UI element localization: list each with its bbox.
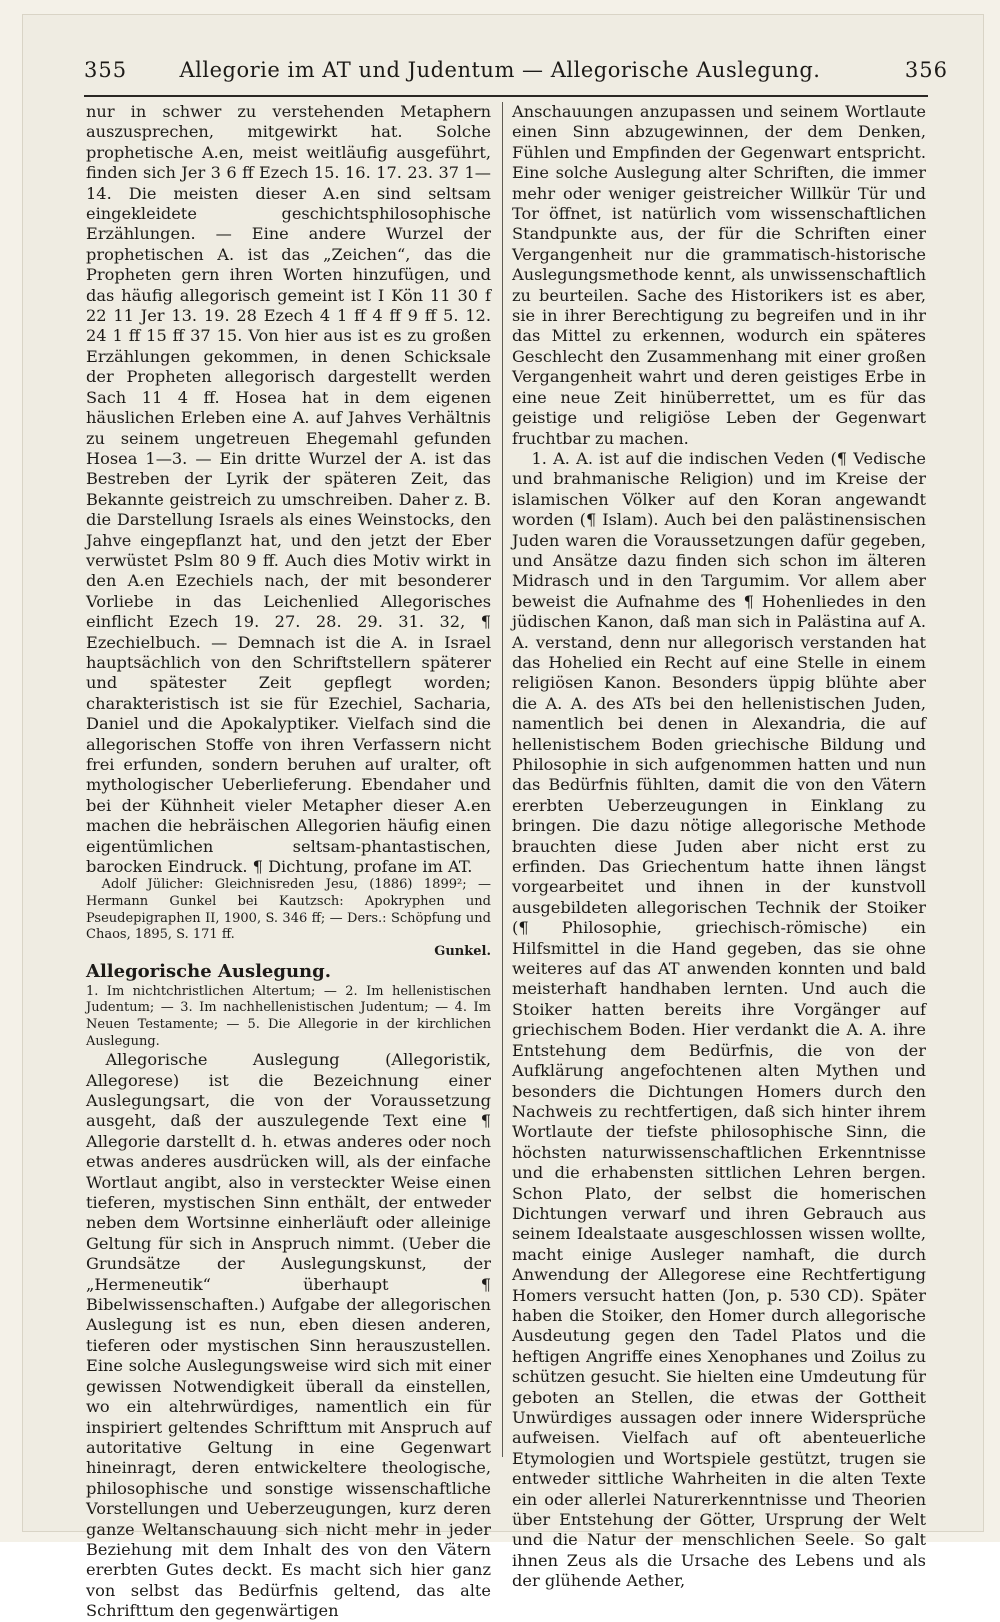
left-paragraph-1: nur in schwer zu verstehenden Metaphern auszusprechen, mitgewirkt hat. Solche prophetische A.en, meist weitläufig ausgeführt, finden sich Jer 3 6 ff Ezech 15. 16. 17. 23. 37 1—14. Die meisten dieser A.en sind seltsam eingekleidete geschichtsphilosophische Erzählungen. — Eine andere Wurzel der prophetischen A. ist das „Zeichen“, das die Propheten gern ihren Worten hinzufügen, und das häufig allegorisch gemeint ist I Kön 11 30 f 22 11 Jer 13. 19. 28 Ezech 4 1 ff 4 ff 9 ff 5. 12. 24 1 ff 15 ff 37 15. Von hier aus ist es zu großen Erzählungen gekommen, in denen Schicksale der Propheten allegorisch dargestellt werden Sach 11 4 ff. Hosea hat in dem eigenen häuslichen Erleben eine A. auf Jahves Verhältnis zu seinem ungetreuen Ehegemahl gefunden Hosea 1—3. — Ein dritte Wurzel der A. ist das Bestreben der Lyrik der späteren Zeit, das Bekannte geistreich zu umschreiben. Daher z. B. die Darstellung Israels als eines Weinstocks, den Jahve eingepflanzt hat, und den jetzt der Eber verwüstet Pslm 80 9 ff. Auch dies Motiv wirkt in den A.en Ezechiels nach, der mit besonderer Vorliebe in das Leichenlied Allegorisches einflicht Ezech 19. 27. 28. 29. 31. 32, ¶ Ezechielbuch. — Demnach ist die A. in Israel hauptsächlich von den Schriftstellern späterer und spätester Zeit gepflegt worden; charakteristisch ist sie für Ezechiel, Sacharia, Daniel und die Apokalyptiker. Vielfach sind die allegorischen Stoffe von ihren Verfassern nicht frei erfunden, sondern beruhen auf uralter, oft mythologischer Ueberlieferung. Ebendaher und bei der Kühnheit vieler Metapher dieser A.en machen die hebräischen Allegorien häufig einen eigentümlichen seltsam-phantastischen, barocken Eindruck. ¶ Dichtung, profane im AT. — [86, 102, 491, 877]
left-column — [86, 102, 491, 1622]
right-paragraph-2: 1. A. A. ist auf die indischen Veden (¶ Vedische und brahmanische Religion) und im Kreise der islamischen Völker auf den Koran angewandt worden (¶ Islam). Auch bei den palästinensischen Juden waren die Voraussetzungen dafür gegeben, und Ansätze dazu finden sich schon im älteren Midrasch und in den Targumim. Vor allem aber beweist die Aufnahme des ¶ Hohenliedes in den jüdischen Kanon, daß man sich in Palästina auf A. A. verstand, denn nur allegorisch verstanden hat das Hohelied ein Recht auf eine Stelle in einem religiösen Kanon. Besonders üppig blühte aber die A. A. des ATs bei den hellenistischen Juden, namentlich bei denen in Alexandria, die auf hellenistischem Boden griechische Bildung und Philosophie in sich aufgenommen hatten und nun das Bedürfnis fühlten, damit die von den Vätern ererbten Ueberzeugungen in Einklang zu bringen. Die dazu nötige allegorische Methode brauchten diese Juden aber nicht erst zu erfinden. Das Griechentum hatte ihnen längst vorgearbeitet und ihnen in der kunstvoll ausgebildeten allegorischen Technik der Stoiker (¶ Philosophie, griechisch-römische) ein Hilfsmittel in die Hand gegeben, das sie ohne weiteres auf das AT anwenden konnten und bald meisterhaft handhaben lernten. Und auch die Stoiker hatten bereits ihre Vorgänger auf griechischem Boden. Hier verdankt die A. A. ihre Entstehung dem Bedürfnis, die von der Aufklärung angefochtenen alten Mythen und besonders die Dichtungen Homers durch den Nachweis zu rechtfertigen, daß sich hinter ihrem Wortlaute der tiefste philosophische Sinn, die höchsten naturwissenschaftlichen Erkenntnisse und die erhabensten sittlichen Lehren bergen. Schon Plato, der selbst die homerischen Dichtungen verwarf und ihren Gebrauch aus seinem Idealstaate ausgeschlossen wissen wollte, macht einige Ausleger namhaft, die durch Anwendung der Allegorese eine Rechtfertigung Homers versucht hatten (Jon, p. 530 CD). Später haben die Stoiker, den Homer durch allegorische Ausdeutung gegen den Tadel Platos und die heftigen Angriffe eines Xenophanes und Zoilus zu schützen gesucht. Sie hielten eine Umdeutung für geboten an Stellen, die etwas der Gottheit Unwürdiges aussagen oder innere Widersprüche aufweisen. Vielfach auf oft abenteuerliche Etymologien und Wortspiele gestützt, trugen sie entweder sittliche Wahrheiten in die alten Texte ein oder allerlei Naturerkenntnisse und Theorien über Entstehung der Götter, Ursprung der Welt und die Natur der menschlichen Seele. So galt ihnen Zeus als die Ursache des Lebens und als der glühende Aether, — [512, 448, 926, 1591]
page-number-left: 355 — [84, 58, 128, 82]
literature-references: Adolf Jülicher: Gleichnisreden Jesu, (1886) 1899²; — Hermann Gunkel bei Kautzsch: Apokryphen und Pseudepigraphen II, 1900, S. 346 ff; — Ders.: Schöpfung und Chaos, 1895, S. 171 ff. — [86, 877, 491, 943]
header-rule — [84, 95, 928, 97]
running-title: Allegorie im AT und Judentum — Allegorische Auslegung. — [179, 58, 821, 82]
article-title: Allegorische Auslegung. — [86, 960, 331, 982]
page-header — [62, 56, 948, 90]
column-divider — [502, 102, 503, 1457]
left-paragraph-2: Allegorische Auslegung (Allegoristik, Allegorese) ist die Bezeichnung einer Auslegungsart, die von der Voraussetzung ausgeht, daß der auszulegende Text eine ¶ Allegorie darstellt d. h. etwas anderes oder noch etwas anderes ausdrücken will, als der einfache Wortlaut angibt, also in versteckter Weise einen tieferen, mystischen Sinn enthält, der entweder neben dem Wortsinne einherläuft oder alleinige Geltung für sich in Anspruch nimmt. (Ueber die Grundsätze der Auslegungskunst, der „Hermeneutik“ überhaupt ¶ Bibelwissenschaften.) Aufgabe der allegorischen Auslegung ist es nun, eben diesen anderen, tieferen oder mystischen Sinn herauszustellen. Eine solche Auslegungsweise wird sich mit einer gewissen Notwendigkeit überall da einstellen, wo ein altehrwürdiges, namentlich ein für inspiriert geltendes Schrifttum mit Anspruch auf autoritative Geltung in eine Gegenwart hineinragt, deren entwickeltere theologische, philosophische und sonstige wissenschaftliche Vorstellungen und Ueberzeugungen, kurz deren ganze Weltanschauung sich nicht mehr in jeder Beziehung mit dem Inhalt des von den Vätern ererbten Gutes deckt. Es macht sich hier ganz von selbst das Bedürfnis geltend, das alte Schrifttum den gegenwärtigen — [86, 1050, 491, 1621]
right-column — [512, 102, 926, 1592]
right-paragraph-1: Anschauungen anzupassen und seinem Wortlaute einen Sinn abzugewinnen, der dem Denken, Fühlen und Empfinden der Gegenwart entspricht. Eine solche Auslegung alter Schriften, die immer mehr oder weniger geistreicher Willkür Tür und Tor öffnet, ist natürlich vom wissenschaftlichen Standpunkte aus, der für die Schriften einer Vergangenheit nur die grammatisch-historische Auslegungsmethode kennt, als unwissenschaftlich zu beurteilen. Sache des Historikers ist es aber, sie in ihrer Berechtigung zu begreifen und in ihr das Mittel zu erkennen, wodurch ein späteres Geschlecht den Zusammenhang mit einer großen Vergangenheit wahrt und deren geistiges Erbe in eine neue Zeit hinüberrettet, um es für das geistige und religiöse Leben der Gegenwart fruchtbar zu machen. — [512, 102, 926, 448]
page-number-right: 356 — [904, 58, 948, 82]
article-author: Gunkel. — [434, 943, 491, 959]
article-table-of-contents: 1. Im nichtchristlichen Altertum; — 2. Im hellenistischen Judentum; — 3. Im nachhellenistischen Judentum; — 4. Im Neuen Testamente; — 5. Die Allegorie in der kirchlichen Auslegung. — [86, 983, 491, 1049]
